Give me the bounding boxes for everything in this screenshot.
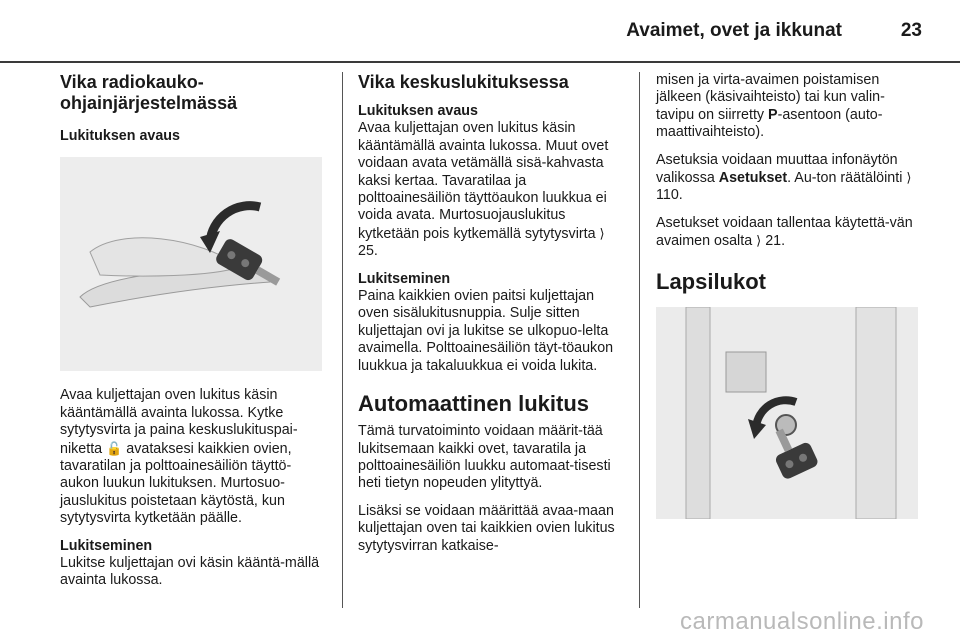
- section-heading-central-lock-fault: Vika keskuslukituksessa: [358, 72, 569, 92]
- page-header: [0, 0, 960, 62]
- section-heading-auto-lock: Automaattinen lukitus: [358, 391, 590, 417]
- child-lock-drawing: [656, 307, 918, 519]
- page-ref-icon: ⟩: [756, 233, 762, 249]
- subheading-unlock-2: Lukituksen avaus: [358, 103, 478, 119]
- unlock-icon: 🔓: [106, 440, 123, 456]
- column-1: [60, 72, 322, 600]
- paragraph-key-settings: Asetukset voidaan tallentaa käytettä-vän avaimen osalta ⟩ 21.: [656, 214, 913, 250]
- page-ref-icon: ⟩: [906, 170, 912, 186]
- page-ref-icon: ⟩: [599, 225, 605, 241]
- column-2: [358, 72, 620, 565]
- section-heading-remote-fault: Vika radiokauko- ohjainjärjestelmässä: [60, 72, 238, 113]
- paragraph-unlock: Avaa kuljettajan oven lukitus käsin kääntämällä avainta lukossa. Kytke sytytysvirta ja paina keskuslukituspai-niketta 🔓 avataksesi kaikkien ovien, tavaratilan ja polttoainesäiliön täyttö-aukon luukun lukituksen. Murtosuo-jauslukitus poistetaan käytöstä, kun sytytysvirta kytketään päälle.: [60, 387, 298, 527]
- paragraph-auto-lock-2: Lisäksi se voidaan määrittää avaa-maan kuljettajan oven tai kaikkien ovien lukitus sytytysvirran katkaise-: [358, 502, 615, 554]
- door-handle-key-drawing: [60, 157, 322, 371]
- paragraph-continued: misen ja virta-avaimen poistamisen jälkeen (käsivaihteisto) tai kun valin-tavipu on siirretty P-asentoon (auto-maattivaihteisto).: [656, 72, 885, 141]
- watermark: carmanualsonline.info: [680, 608, 924, 635]
- paragraph-settings: Asetuksia voidaan muuttaa infonäytön valikossa Asetukset. Au-ton räätälöinti ⟩ 110.: [656, 151, 912, 204]
- column-divider-1: [342, 72, 343, 608]
- paragraph-lock: Lukitse kuljettajan ovi käsin kääntä-mällä avainta lukossa.: [60, 555, 320, 589]
- subheading-lock: Lukitseminen: [60, 537, 153, 554]
- door-handle-key-illustration: [60, 157, 322, 371]
- paragraph-lock-2: Paina kaikkien ovien paitsi kuljettajan oven sisälukitusnuppia. Sulje sitten kuljettajan ovi ja lukitse se ulkopuo-lelta avaimella. Polttoainesäiliön täyt-töaukon luukkua ja takaluukkua ei voida lukita.: [358, 288, 614, 374]
- section-heading-child-locks: Lapsilukot: [656, 268, 767, 294]
- column-divider-2: [639, 72, 640, 608]
- column-3: [656, 72, 918, 519]
- header-title: Avaimet, ovet ja ikkunat: [626, 20, 842, 41]
- page-number: 23: [900, 20, 922, 41]
- subheading-lock-2: Lukitseminen: [358, 270, 451, 287]
- paragraph-unlock-2: Avaa kuljettajan oven lukitus käsin kääntämällä avainta lukossa. Muut ovet voidaan avata vetämällä sisä-kahvasta kaksi kertaa. Tavaratilaa ja polttoainesäiliön täyttöaukon luukkua ei voida avata. Murtosuojauslukitus kytketään pois kytkemällä sytytysvirta ⟩ 25.: [358, 120, 609, 260]
- header-rule: [0, 61, 960, 63]
- child-lock-illustration: [656, 307, 918, 519]
- paragraph-auto-lock-1: Tämä turvatoiminto voidaan määrit-tää lukitsemaan kaikki ovet, tavaratila ja polttoainesäiliön luukku automaat-tisesti heti tietyn nopeuden ylityttyä.: [358, 423, 611, 492]
- subheading-unlock: Lukituksen avaus: [60, 128, 180, 144]
